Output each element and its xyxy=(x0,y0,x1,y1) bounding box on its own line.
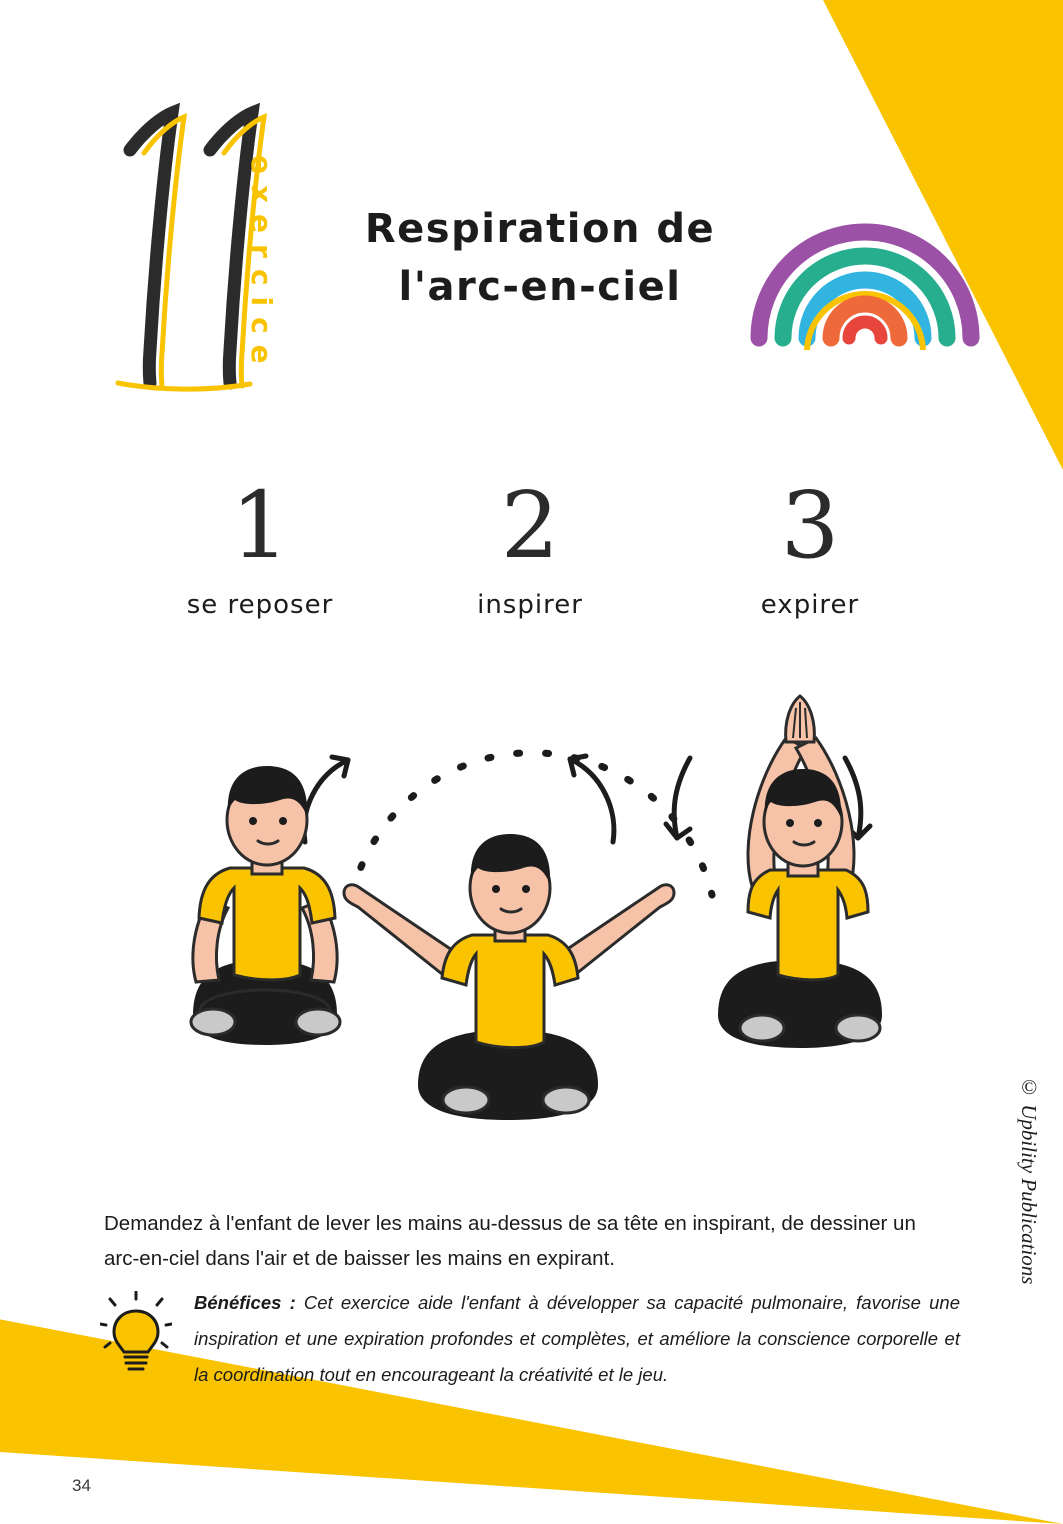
exercise-word: exercice xyxy=(245,155,278,375)
step-2 xyxy=(400,472,660,620)
curved-arrow-up-left xyxy=(304,757,348,842)
step-3-label: expirer xyxy=(760,590,860,620)
benefit-body: Cet exercice aide l'enfant à développer sa capacité pulmonaire, favorise une inspiration et une expiration profondes et complètes, et améliore la conscience corporelle et la coordination tout en encourageant la créativité et le jeu. xyxy=(194,1292,960,1386)
child-figure-inhale xyxy=(344,834,674,1120)
rainbow-icon xyxy=(745,180,985,355)
title-line-1: Respiration de xyxy=(364,206,716,252)
instruction-text: Demandez à l'enfant de lever les mains au-dessus de sa tête en inspirant, de dessiner un arc-en-ciel dans l'air et de baisser les mains en expirant. xyxy=(104,1211,916,1271)
illustration xyxy=(0,630,1063,1190)
lightbulb-icon xyxy=(100,1291,172,1382)
page-title xyxy=(355,200,725,316)
child-figure-resting xyxy=(191,766,340,1045)
step-2-label: inspirer xyxy=(477,590,583,620)
step-3-number: 3 xyxy=(780,472,840,579)
title-line-2: l'arc-en-ciel xyxy=(398,264,682,310)
step-3 xyxy=(680,472,940,620)
step-1-label: se reposer xyxy=(186,590,334,620)
page-number: 34 xyxy=(72,1476,91,1495)
step-1-number: 1 xyxy=(230,472,290,579)
step-2-number: 2 xyxy=(500,472,560,579)
header xyxy=(0,95,1063,425)
child-figure-exhale xyxy=(718,696,882,1048)
benefit-text xyxy=(194,1285,960,1393)
benefit-box xyxy=(100,1285,960,1393)
step-1 xyxy=(130,472,390,620)
benefit-label: Bénéfices : xyxy=(194,1292,296,1313)
curved-arrow-down-left xyxy=(666,758,690,838)
copyright-notice: © Upbility Publications xyxy=(1017,1075,1041,1285)
